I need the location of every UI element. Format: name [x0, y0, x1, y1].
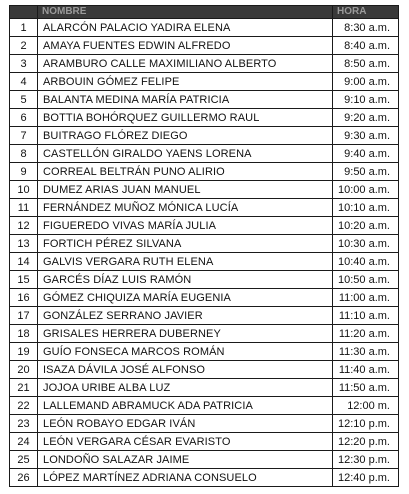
row-name: FIGUEREDO VIVAS MARÍA JULIA [38, 217, 333, 235]
header-number [10, 6, 38, 19]
row-name: AMAYA FUENTES EDWIN ALFREDO [38, 37, 333, 55]
row-time: 9:40 a.m. [333, 145, 399, 163]
row-name: GUÍO FONSECA MARCOS ROMÁN [38, 343, 333, 361]
table-row [10, 379, 399, 397]
row-name: BUITRAGO FLÓREZ DIEGO [38, 127, 333, 145]
row-time: 8:50 a.m. [333, 55, 399, 73]
row-number: 17 [10, 307, 38, 325]
table-row [10, 163, 399, 181]
row-time: 12:10 p.m. [333, 415, 399, 433]
row-number: 8 [10, 145, 38, 163]
table-row [10, 73, 399, 91]
row-name: ARBOUIN GÓMEZ FELIPE [38, 73, 333, 91]
table-header [10, 6, 399, 19]
row-name: GRISALES HERRERA DUBERNEY [38, 325, 333, 343]
row-number: 1 [10, 19, 38, 37]
row-number: 11 [10, 199, 38, 217]
row-name: ISAZA DÁVILA JOSÉ ALFONSO [38, 361, 333, 379]
row-name: LÓPEZ MARTÍNEZ ADRIANA CONSUELO [38, 469, 333, 487]
table-row [10, 325, 399, 343]
table-row [10, 181, 399, 199]
row-time: 9:10 a.m. [333, 91, 399, 109]
row-number: 5 [10, 91, 38, 109]
row-time: 12:40 p.m. [333, 469, 399, 487]
row-number: 16 [10, 289, 38, 307]
row-time: 11:30 a.m. [333, 343, 399, 361]
row-number: 26 [10, 469, 38, 487]
header-time: HORA [333, 6, 399, 19]
row-number: 13 [10, 235, 38, 253]
table-row [10, 55, 399, 73]
row-number: 20 [10, 361, 38, 379]
row-time: 10:20 a.m. [333, 217, 399, 235]
table-row [10, 343, 399, 361]
row-time: 10:50 a.m. [333, 271, 399, 289]
row-name: LEÓN VERGARA CÉSAR EVARISTO [38, 433, 333, 451]
row-number: 10 [10, 181, 38, 199]
row-number: 24 [10, 433, 38, 451]
row-number: 21 [10, 379, 38, 397]
table-row [10, 271, 399, 289]
row-time: 11:20 a.m. [333, 325, 399, 343]
row-name: GÓMEZ CHIQUIZA MARÍA EUGENIA [38, 289, 333, 307]
row-number: 14 [10, 253, 38, 271]
row-number: 12 [10, 217, 38, 235]
table-row [10, 235, 399, 253]
row-name: FORTICH PÉREZ SILVANA [38, 235, 333, 253]
header-row [10, 6, 399, 19]
row-name: GALVIS VERGARA RUTH ELENA [38, 253, 333, 271]
row-time: 11:40 a.m. [333, 361, 399, 379]
table-row [10, 451, 399, 469]
table-row [10, 361, 399, 379]
row-number: 9 [10, 163, 38, 181]
row-time: 8:30 a.m. [333, 19, 399, 37]
row-time: 11:50 a.m. [333, 379, 399, 397]
table-row [10, 469, 399, 487]
table-row [10, 91, 399, 109]
row-name: LONDOÑO SALAZAR JAIME [38, 451, 333, 469]
row-number: 6 [10, 109, 38, 127]
row-number: 19 [10, 343, 38, 361]
table-row [10, 415, 399, 433]
row-time: 9:30 a.m. [333, 127, 399, 145]
row-time: 12:00 m. [333, 397, 399, 415]
row-name: JOJOA URIBE ALBA LUZ [38, 379, 333, 397]
row-number: 7 [10, 127, 38, 145]
row-number: 2 [10, 37, 38, 55]
row-name: GONZÁLEZ SERRANO JAVIER [38, 307, 333, 325]
table-row [10, 397, 399, 415]
row-number: 3 [10, 55, 38, 73]
table-row [10, 307, 399, 325]
row-name: BOTTIA BOHÓRQUEZ GUILLERMO RAUL [38, 109, 333, 127]
row-name: ALARCÓN PALACIO YADIRA ELENA [38, 19, 333, 37]
row-name: CASTELLÓN GIRALDO YAENS LORENA [38, 145, 333, 163]
row-number: 4 [10, 73, 38, 91]
table-row [10, 433, 399, 451]
row-name: ARAMBURO CALLE MAXIMILIANO ALBERTO [38, 55, 333, 73]
schedule-document [9, 5, 398, 487]
schedule-table [9, 5, 399, 487]
row-time: 10:30 a.m. [333, 235, 399, 253]
row-number: 23 [10, 415, 38, 433]
table-row [10, 289, 399, 307]
table-row [10, 199, 399, 217]
row-name: LEÓN ROBAYO EDGAR IVÁN [38, 415, 333, 433]
row-number: 18 [10, 325, 38, 343]
table-row [10, 253, 399, 271]
row-name: DUMEZ ARIAS JUAN MANUEL [38, 181, 333, 199]
row-name: BALANTA MEDINA MARÍA PATRICIA [38, 91, 333, 109]
row-number: 25 [10, 451, 38, 469]
row-name: GARCÉS DÍAZ LUIS RAMÓN [38, 271, 333, 289]
row-time: 10:00 a.m. [333, 181, 399, 199]
row-number: 15 [10, 271, 38, 289]
row-time: 8:40 a.m. [333, 37, 399, 55]
table-row [10, 109, 399, 127]
row-name: CORREAL BELTRÁN PUNO ALIRIO [38, 163, 333, 181]
row-time: 11:10 a.m. [333, 307, 399, 325]
table-row [10, 37, 399, 55]
table-row [10, 145, 399, 163]
table-row [10, 19, 399, 37]
row-time: 11:00 a.m. [333, 289, 399, 307]
row-time: 12:30 p.m. [333, 451, 399, 469]
table-row [10, 127, 399, 145]
row-number: 22 [10, 397, 38, 415]
table-row [10, 217, 399, 235]
row-time: 12:20 p.m. [333, 433, 399, 451]
table-body [10, 19, 399, 487]
row-time: 9:00 a.m. [333, 73, 399, 91]
row-time: 9:20 a.m. [333, 109, 399, 127]
row-name: FERNÁNDEZ MUÑOZ MÓNICA LUCÍA [38, 199, 333, 217]
header-name: NOMBRE [38, 6, 333, 19]
row-time: 9:50 a.m. [333, 163, 399, 181]
row-time: 10:10 a.m. [333, 199, 399, 217]
row-time: 10:40 a.m. [333, 253, 399, 271]
row-name: LALLEMAND ABRAMUCK ADA PATRICIA [38, 397, 333, 415]
